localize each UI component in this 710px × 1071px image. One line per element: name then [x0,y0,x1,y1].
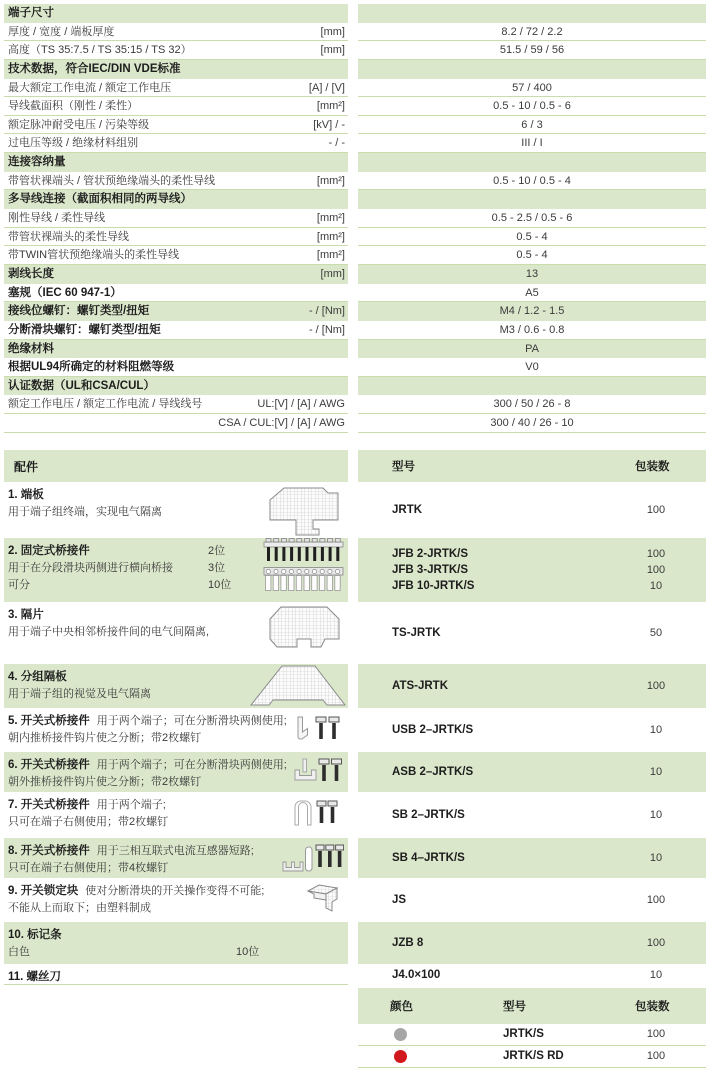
model-group [358,538,706,602]
spec-label-cell [4,395,348,414]
model-number: ATS-JRTK [392,680,449,692]
spec-unit: [mm] [320,25,345,38]
models-header [358,450,706,482]
model-row [358,722,706,738]
spec-row [4,414,706,433]
spec-value: V0 [358,358,706,377]
model-number: JRTK [392,504,423,516]
spec-label: 刚性导线 / 柔性导线 [8,212,106,225]
accessory-description: 用于端子组的视觉及电气隔离 [8,688,151,700]
spec-value: 0.5 - 2.5 / 0.5 - 6 [358,209,706,228]
model-number: JFB 3-JRTK/S [392,564,469,576]
accessory-poles-label: 2位 [208,545,226,557]
model-row [358,764,706,780]
spec-row [4,284,706,303]
spec-label: 分断滑块螺钉：螺钉类型/扭矩 [8,323,161,336]
accessory-description: 只可在端子右侧使用；带4枚螺钉 [8,862,169,874]
color-table-header-color: 颜色 [390,1001,413,1013]
accessory-description: 用于端子中央相邻桥接件间的电气间隔离, [8,626,210,638]
accessory-title: 7. 开关式桥接件 [8,799,90,811]
gray-dot [394,1028,407,1041]
spec-label-cell [4,41,348,60]
models-header-model: 型号 [392,461,415,473]
accessories-section [4,450,348,990]
spec-value: 300 / 40 / 26 - 10 [358,414,706,433]
spec-row [4,153,706,172]
spec-unit: [mm²] [316,249,345,262]
spec-label: 带管状裸端头的柔性导线 [8,230,129,243]
spec-label: 额定工作电压 / 额定工作电流 / 导线线号 [8,398,203,411]
spec-label: 剥线长度 [8,267,54,280]
spec-label: 高度（TS 35:7.5 / TS 35:15 / TS 32） [8,44,192,57]
spec-label-cell [4,340,348,359]
spec-table [4,4,706,433]
switch-bridge-inward-icon [292,716,342,742]
accessory-description: 只可在端子右侧使用；带2枚螺钉 [8,816,169,828]
spec-value: 300 / 50 / 26 - 8 [358,395,706,414]
models-header-qty: 包装数 [635,461,670,473]
pack-quantity: 100 [646,1050,666,1062]
spec-label: 最大额定工作电流 / 额定工作电压 [8,81,172,94]
accessory-description: 用于两个端子; [96,799,166,811]
spec-row [4,358,706,377]
spec-unit: [mm²] [316,174,345,187]
accessory-title: 6. 开关式桥接件 [8,759,90,771]
model-number: JRTK/S RD [503,1050,564,1062]
color-table-header-qty: 包装数 [635,1001,670,1013]
accessory-text [4,878,348,917]
spec-value [358,153,706,172]
model-number: JFB 10-JRTK/S [392,580,475,592]
spec-label-cell [4,172,348,191]
spec-label-cell [4,60,348,79]
spec-value [358,60,706,79]
pack-quantity: 50 [649,627,663,639]
spec-row [4,395,706,414]
spec-label [4,417,8,429]
accessory-title: 10. 标记条 [8,929,62,941]
accessory-description: 用于三相互联式电流互感器短路; [96,845,254,857]
model-row [358,562,706,578]
spec-unit: [mm²] [316,212,345,225]
accessory-title: 1. 端板 [8,489,44,501]
spec-label-cell [4,190,348,209]
spec-row [4,41,706,60]
accessory-description: 用于两个端子；可在分断滑块两侧使用; [96,759,287,771]
spec-row [4,228,706,247]
model-number: JRTK/S [503,1028,544,1040]
group-partition-icon [248,664,348,710]
end-plate-icon [266,484,342,538]
accessory-item [4,878,348,922]
spec-label: 接线位螺钉：螺钉类型/扭矩 [8,305,150,318]
spec-value: M4 / 1.2 - 1.5 [358,302,706,321]
spec-value: 0.5 - 4 [358,246,706,265]
accessory-poles-label: 10位 [208,579,232,591]
spec-row [4,79,706,98]
accessories-header-label: 配件 [14,460,39,474]
accessory-line [8,944,348,961]
model-row [358,502,706,518]
model-group [358,964,706,985]
accessory-item [4,964,348,985]
accessory-line [8,927,348,944]
spec-label: 额定脉冲耐受电压 / 污染等级 [8,118,150,131]
spec-label-cell [4,358,348,377]
spec-label-cell [4,209,348,228]
spec-label: 根据UL94所确定的材料阻燃等级 [8,361,175,374]
accessory-item [4,838,348,878]
model-row [358,807,706,823]
model-number: SB 2–JRTK/S [392,809,465,821]
model-group [358,922,706,964]
spec-label-cell [4,134,348,153]
accessory-description: 可分 [8,579,30,591]
spec-label-cell [4,79,348,98]
spec-value [358,190,706,209]
spec-unit: [kV] / - [313,118,345,131]
spec-label-cell [4,23,348,42]
accessory-title: 3. 隔片 [8,609,44,621]
models-section [358,450,706,1071]
spec-value: 51.5 / 59 / 56 [358,41,706,60]
accessory-description: 不能从上而取下；由塑料制成 [8,902,151,914]
spec-label-cell [4,414,348,433]
accessory-item [4,922,348,964]
accessory-item [4,538,348,602]
accessory-description: 朝内推桥接件钩片使之分断；带2枚螺钉 [8,732,202,744]
accessory-title: 2. 固定式桥接件 [8,545,90,557]
spec-value: 0.5 - 4 [358,228,706,247]
spec-value [358,377,706,396]
spec-label: 端子尺寸 [8,7,54,19]
spec-value: 6 / 3 [358,116,706,135]
spec-label: 绝缘材料 [8,342,54,355]
accessory-poles-label: 10位 [236,946,260,958]
accessory-item [4,482,348,538]
spec-unit: [mm²] [316,230,345,243]
separator-plate-icon [264,604,344,656]
model-group [358,602,706,664]
accessory-item [4,602,348,664]
switch-lock-icon [304,882,340,918]
pack-quantity: 10 [649,580,663,592]
accessory-text [4,964,348,986]
pack-quantity: 10 [649,766,663,778]
pack-quantity: 100 [646,894,666,906]
spec-value: 13 [358,265,706,284]
spec-row [4,302,706,321]
accessory-description: 用于两个端子；可在分断滑块两侧使用; [96,715,287,727]
pack-quantity: 100 [646,1028,666,1040]
model-number: JS [392,894,407,906]
model-number: ASB 2–JRTK/S [392,766,474,778]
switch-bridge-right-icon [292,800,338,826]
accessory-title: 8. 开关式桥接件 [8,845,90,857]
spec-value: 8.2 / 72 / 2.2 [358,23,706,42]
model-group [358,878,706,922]
spec-row [4,246,706,265]
accessory-description: 用于端子组终端，实现电气隔离 [8,506,162,518]
model-row [358,625,706,641]
spec-label: 带管状裸端头 / 管状预绝缘端头的柔性导线 [8,174,216,187]
pack-quantity: 10 [649,852,663,864]
pack-quantity: 10 [649,724,663,736]
accessory-title: 9. 开关锁定块 [8,885,79,897]
accessory-description: 用于在分段滑块两侧进行横向桥接 [8,562,173,574]
switch-bridge-outward-icon [291,758,343,784]
spec-unit: CSA / CUL:[V] / [A] / AWG [218,417,345,430]
pack-quantity: 10 [649,968,663,981]
spec-row [4,377,706,396]
model-group [358,752,706,792]
model-row [358,578,706,594]
accessory-item [4,708,348,752]
color-table-row [358,1024,706,1046]
spec-unit: - / [Nm] [308,323,345,336]
accessory-poles-label: 3位 [208,562,226,574]
color-table-header-model: 型号 [503,1001,526,1013]
spec-value: 0.5 - 10 / 0.5 - 4 [358,172,706,191]
spec-row [4,265,706,284]
spec-unit: [A] / [V] [308,81,345,94]
spec-label: 认证数据（UL和CSA/CUL） [8,379,155,392]
spec-label-cell [4,321,348,340]
color-table [358,988,706,1068]
accessory-title: 4. 分组隔板 [8,671,67,683]
model-row [358,850,706,866]
spec-label-cell [4,265,348,284]
pack-quantity: 100 [646,504,666,516]
spec-row [4,60,706,79]
spec-label-cell [4,377,348,396]
accessory-description: 朝外推桥接件钩片使之分断；带2枚螺钉 [8,776,202,788]
spec-label: 过电压等级 / 绝缘材料组别 [8,137,139,150]
model-group [358,792,706,838]
spec-value: A5 [358,284,706,303]
accessory-item [4,664,348,708]
model-row [358,967,706,983]
color-table-rows [358,1024,706,1068]
spec-label: 连接容纳量 [8,156,66,169]
spec-row [4,209,706,228]
spec-row [4,116,706,135]
model-row [358,892,706,908]
model-number: SB 4–JRTK/S [392,852,465,864]
spec-row [4,4,706,23]
pack-quantity: 100 [646,680,666,692]
pack-quantity: 100 [646,564,666,576]
spec-label-cell [4,246,348,265]
model-group [358,708,706,752]
accessory-description: 使对分断滑块的开关操作变得不可能; [85,885,265,897]
spec-label-cell [4,284,348,303]
accessory-text [4,922,348,961]
spec-label-cell [4,153,348,172]
switch-bridge-ct-icon [282,844,344,872]
fixed-bridge-icon [262,538,346,594]
model-number: USB 2–JRTK/S [392,724,474,736]
accessory-title: 11. 螺丝刀 [8,971,62,983]
spec-row [4,134,706,153]
color-table-header [358,988,706,1024]
spec-unit: - / [Nm] [308,305,345,318]
spec-value [358,4,706,23]
spec-label: 塞规（IEC 60 947-1） [8,286,122,299]
spec-unit: [mm] [320,44,345,57]
spec-label-cell [4,228,348,247]
model-number: TS-JRTK [392,627,441,639]
spec-value: M3 / 0.6 - 0.8 [358,321,706,340]
model-number: JFB 2-JRTK/S [392,548,469,560]
spec-label-cell [4,116,348,135]
spec-value: PA [358,340,706,359]
spec-row [4,340,706,359]
spec-value: 57 / 400 [358,79,706,98]
spec-row [4,190,706,209]
spec-row [4,321,706,340]
model-row [358,935,706,951]
spec-value: III / I [358,134,706,153]
spec-row [4,172,706,191]
spec-row [4,23,706,42]
model-number: J4.0×100 [392,968,441,981]
color-table-row [358,1046,706,1068]
model-group [358,482,706,538]
accessory-description: 白色 [8,946,30,958]
spec-label: 带TWIN管状预绝缘端头的柔性导线 [8,249,180,262]
spec-unit: [mm] [320,267,345,280]
model-row [358,546,706,562]
pack-quantity: 100 [646,937,666,949]
spec-value: 0.5 - 10 / 0.5 - 6 [358,97,706,116]
model-group [358,838,706,878]
spec-label-cell [4,4,348,23]
spec-label: 多导线连接（截面积相同的两导线） [8,193,192,206]
model-group [358,664,706,708]
accessory-line [8,900,348,917]
model-number: JZB 8 [392,937,424,949]
spec-unit: UL:[V] / [A] / AWG [257,398,345,411]
spec-unit: [mm²] [316,100,345,113]
red-dot [394,1050,407,1063]
spec-row [4,97,706,116]
spec-label-cell [4,97,348,116]
accessory-title: 5. 开关式桥接件 [8,715,90,727]
spec-label: 厚度 / 宽度 / 端板厚度 [8,25,115,38]
pack-quantity: 100 [646,548,666,560]
model-row [358,678,706,694]
spec-label-cell [4,302,348,321]
spec-label: 导线截面积（刚性 / 柔性） [8,100,139,113]
accessory-item [4,752,348,792]
accessory-item [4,792,348,838]
accessory-line [8,969,348,986]
spec-unit: - / - [328,137,345,150]
accessory-line [8,883,348,900]
spec-label: 技术数据，符合IEC/DIN VDE标准 [8,62,181,75]
pack-quantity: 10 [649,809,663,821]
accessories-header [4,450,348,482]
